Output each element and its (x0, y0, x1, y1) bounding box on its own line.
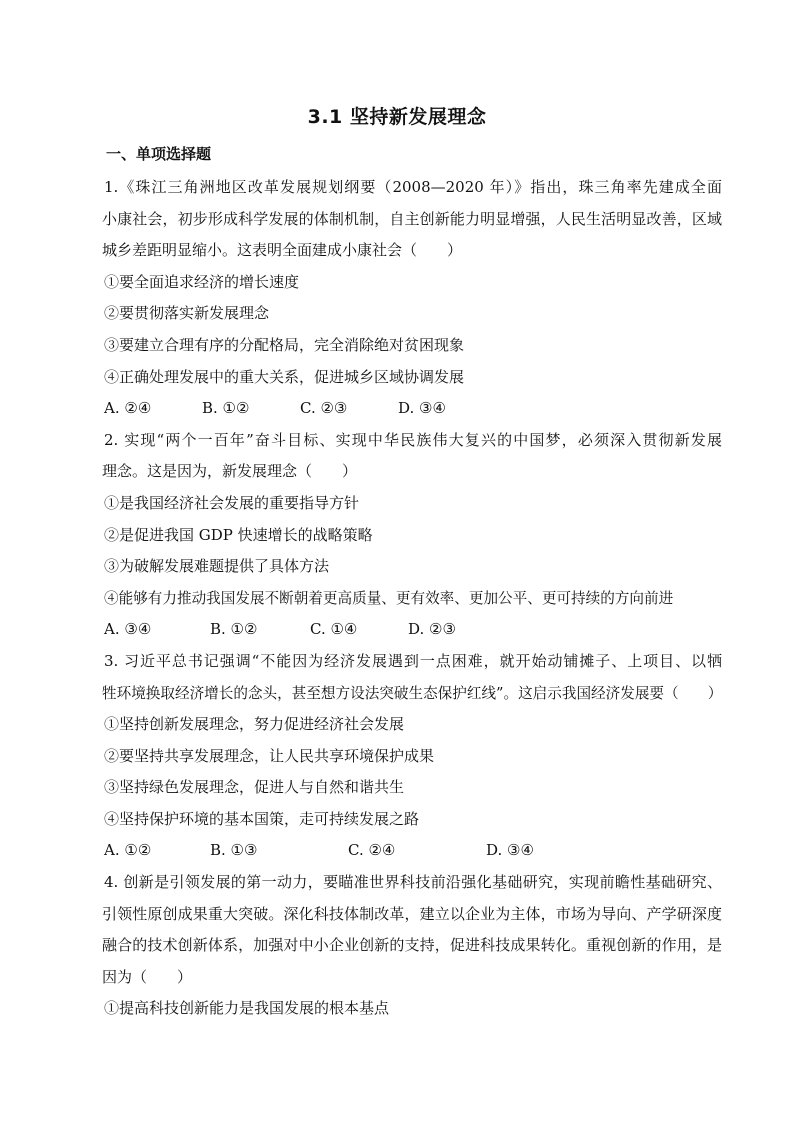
question-stem-line: 因为（ ） (102, 967, 193, 986)
option-a: A. ③④ (104, 620, 152, 639)
question-stem-line: 牲环境换取经济增长的念头，甚至想方设法突破生态保护红线”。这启示我国经济发展要（ ） (102, 684, 722, 702)
question-1 (104, 172, 722, 425)
option-b: B. ①③ (210, 841, 258, 860)
question-stem-line: 城乡差距明显缩小。这表明全面建成小康社会（ ） (102, 241, 463, 260)
question-2 (104, 425, 722, 646)
question-stem-line: 1.《珠江三角洲地区改革发展规划纲要（2008—2020 年）》指出，珠三角率先建成全面 (104, 178, 722, 196)
option-row (104, 835, 722, 867)
answer-item: ①是我国经济社会发展的重要指导方针 (104, 493, 360, 512)
option-b: B. ①② (210, 620, 258, 639)
section-heading: 一、单项选择题 (106, 145, 212, 163)
answer-item: ②要坚持共享发展理念，让人民共享环境保护成果 (104, 746, 435, 765)
option-b: B. ①② (202, 399, 250, 418)
option-a: A. ②④ (104, 399, 152, 418)
answer-item: ③为破解发展难题提供了具体方法 (104, 557, 330, 576)
answer-item: ④能够有力推动我国发展不断朝着更高质量、更有效率、更加公平、更可持续的方向前进 (104, 589, 674, 607)
question-4 (104, 867, 722, 1025)
answer-item: ③坚持绿色发展理念，促进人与自然和谐共生 (104, 778, 405, 797)
option-a: A. ①② (104, 841, 152, 860)
question-3 (104, 646, 722, 867)
question-stem-line: 2. 实现“两个一百年”奋斗目标、实现中华民族伟大复兴的中国梦，必须深入贯彻新发展 (104, 430, 722, 449)
option-d: D. ③④ (486, 841, 534, 860)
question-stem-line: 4. 创新是引领发展的第一动力，要瞄准世界科技前沿强化基础研究，实现前瞻性基础研究、 (104, 873, 722, 892)
question-stem-line: 3. 习近平总书记强调“不能因为经济发展遇到一点困难，就开始动铺摊子、上项目、以牺 (104, 651, 722, 670)
option-c: C. ①④ (310, 620, 358, 639)
question-stem-line: 融合的技术创新体系，加强对中小企业创新的支持，促进科技成果转化。重视创新的作用，是 (102, 936, 722, 955)
question-stem-line: 小康社会，初步形成科学发展的体制机制，自主创新能力明显增强，人民生活明显改善，区域 (102, 209, 722, 228)
page-title: 3.1 坚持新发展理念 (307, 106, 487, 128)
question-list (104, 172, 722, 1025)
answer-item: ③要建立合理有序的分配格局，完全消除绝对贫困现象 (104, 335, 465, 354)
option-c: C. ②④ (348, 841, 396, 860)
answer-item: ②要贯彻落实新发展理念 (104, 304, 270, 323)
answer-item: ④正确处理发展中的重大关系，促进城乡区域协调发展 (104, 367, 465, 386)
answer-item: ②是促进我国 GDP 快速增长的战略策略 (104, 525, 373, 544)
answer-item: ①要全面追求经济的增长速度 (104, 272, 300, 291)
answer-item: ①提高科技创新能力是我国发展的根本基点 (104, 999, 390, 1018)
question-stem-line: 引领性原创成果重大突破。深化科技体制改革，建立以企业为主体，市场为导向、产学研深度 (102, 904, 722, 923)
option-d: D. ③④ (398, 399, 446, 418)
option-row (104, 393, 722, 425)
answer-item: ①坚持创新发展理念，努力促进经济社会发展 (104, 715, 405, 734)
option-c: C. ②③ (300, 399, 348, 418)
option-d: D. ②③ (408, 620, 456, 639)
option-row (104, 614, 722, 646)
question-stem-line: 理念。这是因为，新发展理念（ ） (102, 462, 358, 481)
answer-item: ④坚持保护环境的基本国策，走可持续发展之路 (104, 809, 420, 828)
